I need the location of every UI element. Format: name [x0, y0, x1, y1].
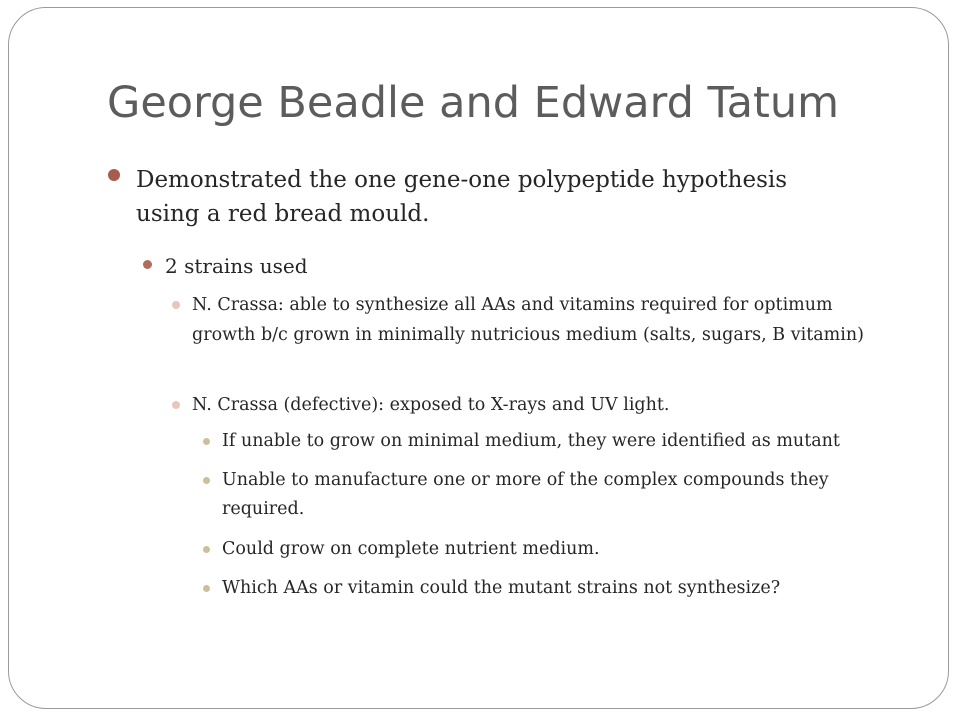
bullet-complete-medium: Could grow on complete nutrient medium. [222, 539, 600, 559]
bullet-dot-level3 [172, 401, 180, 409]
slide-title: George Beadle and Edward Tatum [107, 78, 840, 128]
bullet-which-aas: Which AAs or vitamin could the mutant strains not synthesize? [222, 578, 781, 598]
bullet-dot-level4 [203, 477, 210, 484]
bullet-dot-level1 [108, 169, 120, 181]
bullet-dot-level2 [143, 260, 152, 269]
bullet-dot-level3 [172, 301, 180, 309]
bullet-n-crassa-normal: N. Crassa: able to synthesize all AAs and vitamins required for optimum growth b/c grown in minimally nutricious medium (salts, sugars, B vitamin) [192, 295, 864, 345]
bullet-strains-used: 2 strains used [165, 254, 308, 278]
bullet-dot-level4 [203, 585, 210, 592]
bullet-dot-level4 [203, 438, 210, 445]
bullet-n-crassa-defective: N. Crassa (defective): exposed to X-rays and UV light. [192, 395, 670, 415]
bullet-dot-level4 [203, 546, 210, 553]
bullet-demonstrated: Demonstrated the one gene-one polypeptide hypothesis using a red bread mould. [136, 167, 788, 227]
bullet-unable-to-grow: If unable to grow on minimal medium, they were identified as mutant [222, 431, 840, 451]
bullet-unable-to-manufacture: Unable to manufacture one or more of the complex compounds they required. [222, 470, 829, 519]
